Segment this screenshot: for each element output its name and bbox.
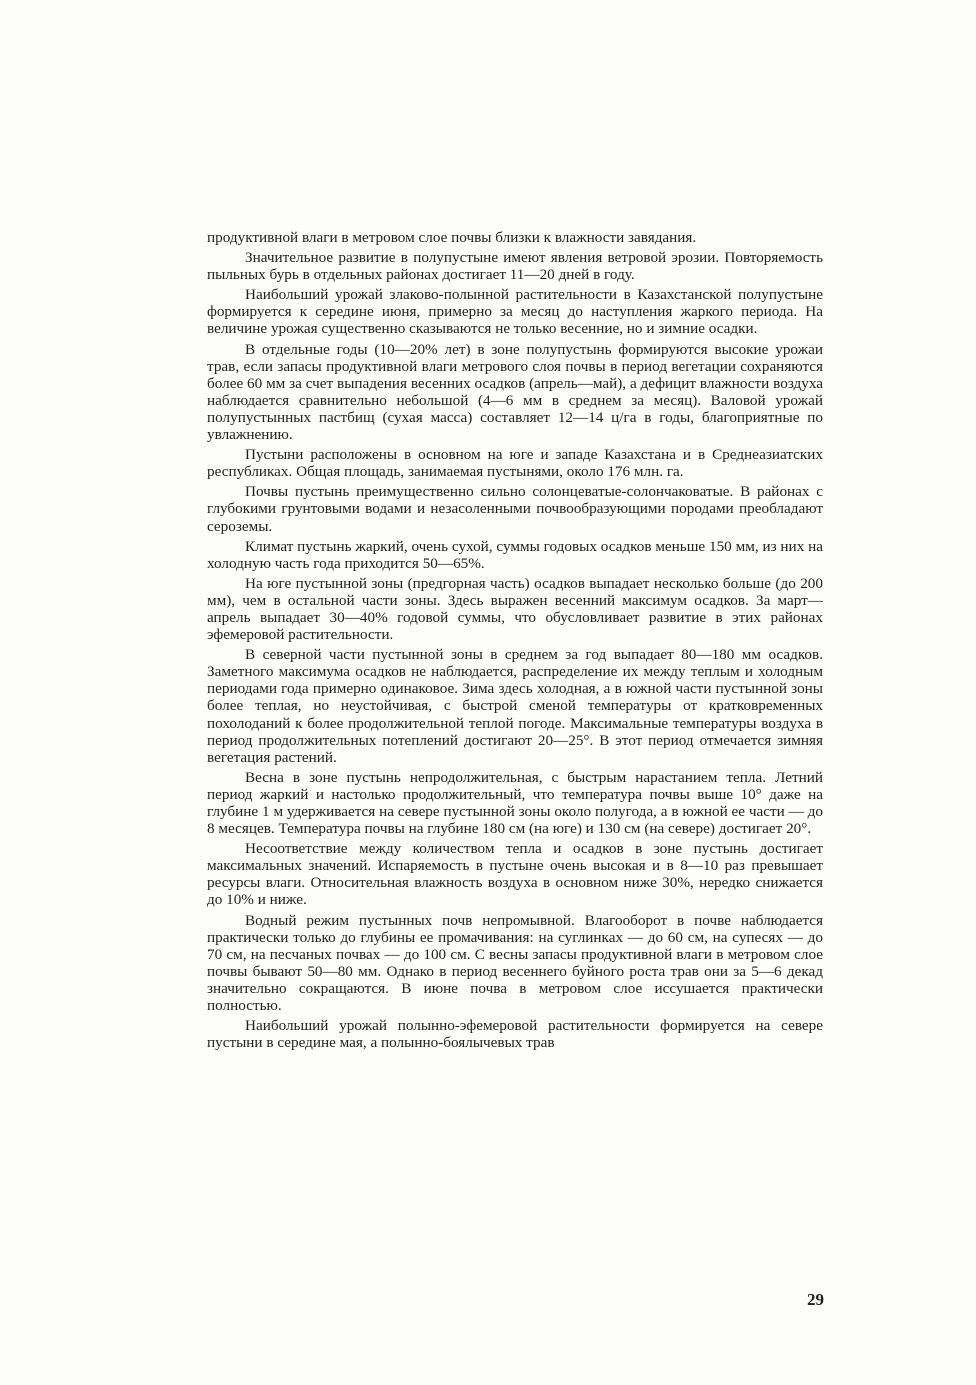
paragraph: Водный режим пустынных почв непромывной. Влагооборот в почве наблюдается практически только до глубины ее промачивания: на суглинках — до 60 см, на супесях — до 70 см, на песчаных почвах — до 100 см. С весны запасы продуктивной влаги в метровом слое почвы бывают 50—80 мм. Однако в период весеннего буйного роста трав они за 5—6 декад значительно сокращаются. В июне почва в метровом слое иссушается практически полностью. bbox=[207, 911, 823, 1015]
paragraph: Несоответствие между количеством тепла и осадков в зоне пустынь достигает максимальных значений. Испаряемость в пустыне очень высокая и в 8—10 раз превышает ресурсы влаги. Относительная влажность воздуха в основном ниже 30%, нередко снижается до 10% и ниже. bbox=[207, 840, 823, 909]
paragraph: Почвы пустынь преимущественно сильно солонцеватые-солончаковатые. В районах с глубокими грунтовыми водами и незасоленными почвообразующими породами преобладают сероземы. bbox=[207, 483, 823, 535]
paragraph: Пустыни расположены в основном на юге и западе Казахстана и в Среднеазиатских республиках. Общая площадь, занимаемая пустынями, около 176 млн. га. bbox=[207, 446, 823, 481]
paragraph: На юге пустынной зоны (предгорная часть) осадков выпадает несколько больше (до 200 мм), чем в остальной части зоны. Здесь выражен весенний максимум осадков. За март—апрель выпадает 30—40% годовой суммы, что обусловливает развитие в этих районах эфемеровой растительности. bbox=[207, 574, 823, 644]
paragraph: Значительное развитие в полупустыне имеют явления ветровой эрозии. Повторяемость пыльных бурь в отдельных районах достигает 11—20 дней в году. bbox=[207, 249, 823, 284]
paragraph: В отдельные годы (10—20% лет) в зоне полупустынь формируются высокие урожаи трав, если запасы продуктивной влаги метрового слоя почвы в период вегетации сохраняются более 60 мм за счет выпадения весенних осадков (апрель—май), а дефицит влажности воздуха наблюдается сравнительно небольшой (4—6 мм в среднем за месяц). Валовой урожай полупустынных пастбищ (сухая масса) составляет 12—14 ц/га в годы, благоприятные по увлажнению. bbox=[207, 340, 823, 444]
paragraph: Климат пустынь жаркий, очень сухой, суммы годовых осадков меньше 150 мм, из них на холодную часть года приходится 50—65%. bbox=[207, 537, 823, 572]
paragraph: В северной части пустынной зоны в среднем за год выпадает 80—180 мм осадков. Заметного максимума осадков не наблюдается, распределение их между теплым и холодным периодами года примерно одинаковое. Зима здесь холодная, а в южной части пустынной зоны более теплая, но неустойчивая, с быстрой сменой температуры от кратковременных похолоданий к более продолжительной теплой погоде. Максимальные температуры воздуха в период продолжительных потеплений достигают 20—25°. В этот период отмечается зимняя вегетация растений. bbox=[207, 646, 823, 766]
paragraph: Весна в зоне пустынь непродолжительная, с быстрым нарастанием тепла. Летний период жаркий и настолько продолжительный, что температура почвы выше 10° даже на глубине 1 м удерживается на севере пустынной зоны около полугода, а в южной ее части — до 8 месяцев. Температура почвы на глубине 180 см (на юге) и 130 см (на севере) достигает 20°. bbox=[207, 768, 823, 838]
body-text bbox=[207, 229, 823, 1054]
paragraph: Наибольший урожай полынно-эфемеровой растительности формируется на севере пустыни в середине мая, а полынно-боялычевых трав bbox=[207, 1017, 823, 1052]
page-number: 29 bbox=[807, 1290, 824, 1309]
paragraph-continued: продуктивной влаги в метровом слое почвы близки к влажности завядания. bbox=[207, 229, 697, 246]
paragraph: Наибольший урожай злаково-полынной растительности в Казахстанской полупустыне формируется к середине июня, примерно за месяц до наступления жаркого периода. На величине урожая существенно сказываются не только весенние, но и зимние осадки. bbox=[207, 286, 823, 338]
